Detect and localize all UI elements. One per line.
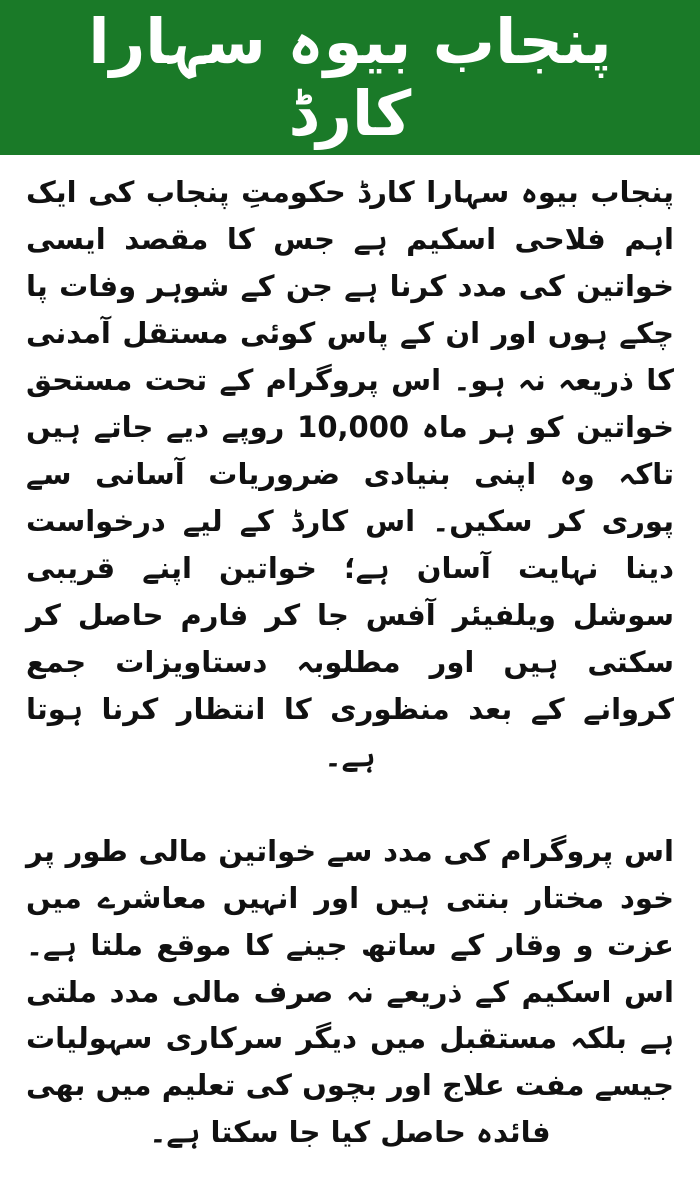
paragraph-spacer	[26, 794, 674, 828]
paragraph-1: پنجاب بیوہ سہارا کارڈ حکومتِ پنجاب کی ایک اہم فلاحی اسکیم ہے جس کا مقصد ایسی خواتین کی مدد کرنا ہے جن کے شوہر وفات پا چکے ہوں اور ان کے پاس کوئی مستقل آمدنی کا ذریعہ نہ ہو۔ اس پروگرام کے تحت مستحق خواتین کو ہر ماہ 10,000 روپے دیے جاتے ہیں تاکہ وہ اپنی بنیادی ضروریات آسانی سے پوری کر سکیں۔ اس کارڈ کے لیے درخواست دینا نہایت آسان ہے؛ خواتین اپنے قریبی سوشل ویلفیئر آفس جا کر فارم حاصل کر سکتی ہیں اور مطلوبہ دستاویزات جمع کروانے کے بعد منظوری کا انتظار کرنا ہوتا ہے۔	[26, 175, 674, 773]
page-title: پنجاب بیوہ سہارا کارڈ	[88, 5, 612, 150]
article-body	[0, 155, 700, 1180]
title-banner	[0, 0, 700, 155]
paragraph-2: اس پروگرام کی مدد سے خواتین مالی طور پر خود مختار بنتی ہیں اور انہیں معاشرے میں عزت و وقار کے ساتھ جینے کا موقع ملتا ہے۔ اس اسکیم کے ذریعے نہ صرف مالی مدد ملتی ہے بلکہ مستقبل میں دیگر سرکاری سہولیات جیسے مفت علاج اور بچوں کی تعلیم میں بھی فائدہ حاصل کیا جا سکتا ہے۔	[26, 833, 674, 1150]
